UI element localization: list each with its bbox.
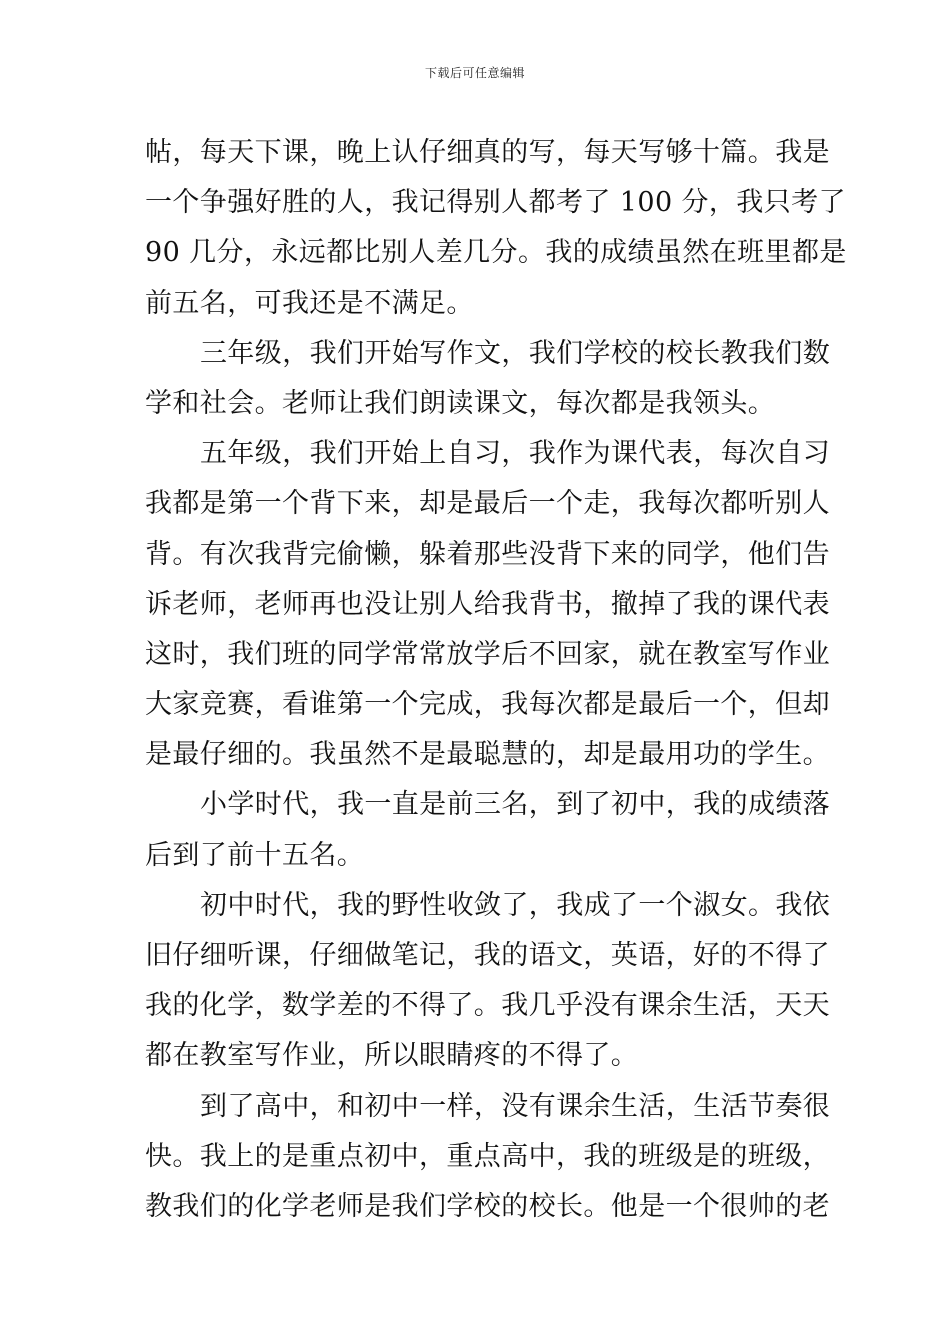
paragraph [145, 1082, 831, 1233]
paragraph-line: 是最仔细的。我虽然不是最聪慧的，却是最用功的学生。 [145, 739, 830, 771]
paragraph-line: 90 几分，永远都比别人差几分。我的成绩虽然在班里都是 [145, 237, 847, 269]
paragraph [145, 881, 831, 1082]
paragraph [145, 128, 847, 329]
paragraph-line: 五年级，我们开始上自习，我作为课代表，每次自习 [200, 438, 831, 470]
paragraph-line: 前五名，可我还是不满足。 [145, 287, 474, 319]
paragraph-line: 帖，每天下课，晚上认仔细真的写，每天写够十篇。我是 [145, 137, 830, 168]
paragraph-line: 我都是第一个背下来，却是最后一个走，我每次都听别人 [145, 488, 830, 520]
paragraph-line: 这时，我们班的同学常常放学后不回家，就在教室写作业 [145, 638, 830, 670]
paragraph-line: 大家竞赛，看谁第一个完成，我每次都是最后一个，但却 [145, 689, 830, 721]
page-header: 下载后可任意编辑 [424, 66, 525, 80]
paragraph [145, 429, 831, 780]
paragraph-line: 后到了前十五名。 [145, 839, 365, 871]
paragraph [145, 329, 831, 429]
paragraph-line: 快。我上的是重点初中，重点高中，我的班级是的班级， [145, 1140, 830, 1172]
document-body [145, 128, 847, 1232]
paragraph-line: 诉老师，老师再也没让别人给我背书，撤掉了我的课代表 [145, 588, 830, 620]
paragraph [145, 780, 831, 880]
paragraph-line: 初中时代，我的野性收敛了，我成了一个淑女。我依 [200, 889, 831, 921]
paragraph-line: 都在教室写作业，所以眼睛疼的不得了。 [145, 1040, 639, 1072]
paragraph-line: 三年级，我们开始写作文，我们学校的校长教我们数 [200, 337, 831, 369]
paragraph-line: 背。有次我背完偷懒，躲着那些没背下来的同学，他们告 [145, 538, 830, 570]
paragraph-line: 到了高中，和初中一样，没有课余生活，生活节奏很 [200, 1090, 831, 1122]
paragraph-line: 小学时代，我一直是前三名，到了初中，我的成绩落 [200, 789, 831, 821]
paragraph-line: 教我们的化学老师是我们学校的校长。他是一个很帅的老 [145, 1190, 830, 1222]
paragraph-line: 一个争强好胜的人，我记得别人都考了 100 分，我只考了 [145, 187, 846, 219]
paragraph-line: 我的化学，数学差的不得了。我几乎没有课余生活，天天 [145, 990, 830, 1022]
paragraph-line: 旧仔细听课，仔细做笔记，我的语文，英语，好的不得了 [145, 940, 830, 971]
paragraph-line: 学和社会。老师让我们朗读课文，每次都是我领头。 [145, 387, 776, 419]
